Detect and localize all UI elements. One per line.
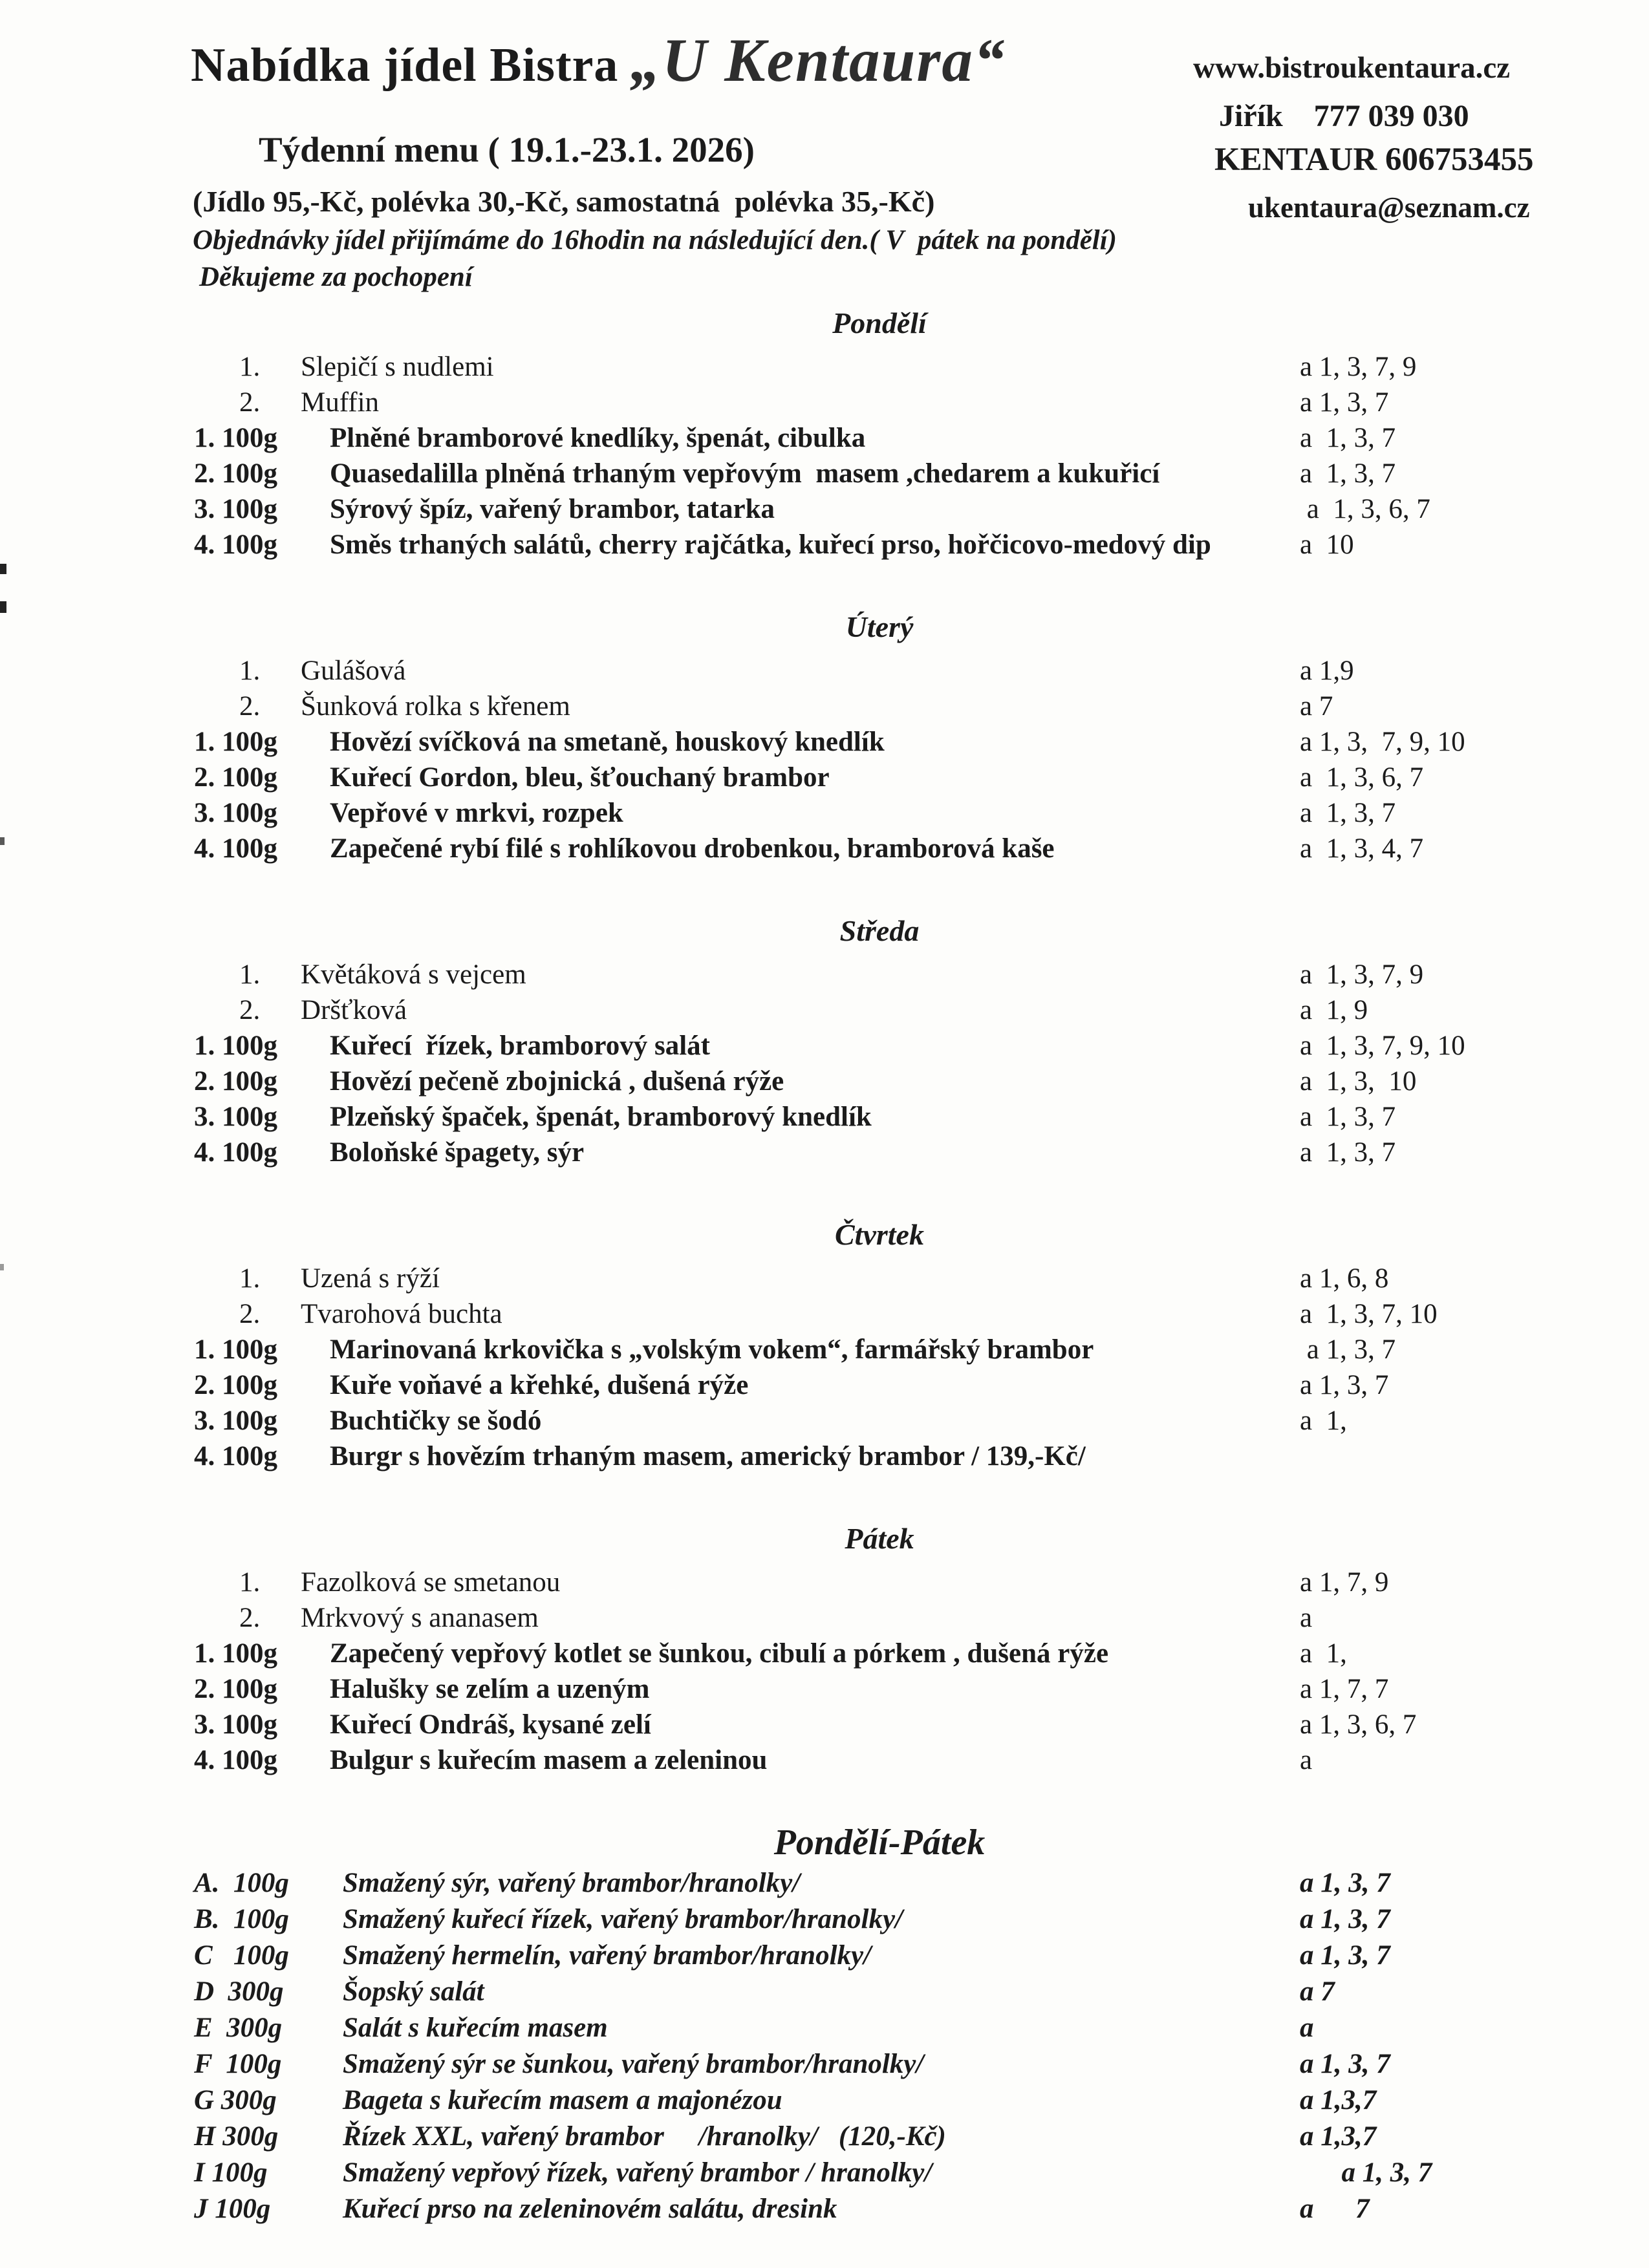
website-url: www.bistroukentaura.cz (1193, 51, 1511, 85)
allergen-code: a 1, 3, 7 (1300, 2157, 1432, 2188)
row-prefix: 4. 100g (194, 833, 277, 864)
menu-row (194, 1403, 1604, 1439)
row-prefix: B. 100g (194, 1904, 289, 1934)
menu-row (194, 1600, 1604, 1636)
row-prefix: 1. 100g (194, 727, 277, 757)
week-long-header: Pondělí-Pátek (773, 1823, 986, 1863)
dish-name: Mrkvový s ananasem (301, 1603, 539, 1633)
menu-row (194, 724, 1604, 760)
menu-row (194, 1261, 1604, 1296)
dish-name: Zapečený vepřový kotlet se šunkou, cibulí a pórkem , dušená rýže (330, 1638, 1109, 1669)
allergen-code: a 1, 3, 10 (1300, 1066, 1417, 1097)
row-prefix: 3. 100g (194, 494, 277, 524)
menu-row (194, 1064, 1604, 1099)
dish-name: Bulgur s kuřecím masem a zeleninou (330, 1745, 768, 1775)
menu-row (194, 1938, 1604, 1974)
dish-name: Smažený hermelín, vařený brambor/hranolky/ (343, 1940, 872, 1971)
contact-phone-kentaur: KENTAUR 606753455 (1214, 142, 1534, 178)
dish-name: Halušky se zelím a uzeným (330, 1674, 650, 1704)
dish-name: Tvarohová buchta (301, 1299, 502, 1329)
menu-row (194, 349, 1604, 385)
menu-row (194, 2046, 1604, 2082)
dish-name: Uzená s rýží (301, 1263, 440, 1294)
row-prefix: H 300g (194, 2121, 279, 2152)
dish-name: Dršťková (301, 995, 407, 1025)
allergen-code: a 1, 3, 7, 9, 10 (1300, 727, 1465, 757)
menu-row (194, 795, 1604, 831)
row-prefix: 1. (239, 959, 261, 990)
day-section-pondeli (0, 304, 1649, 562)
allergen-code: a 1, 3, 7 (1300, 1940, 1390, 1971)
allergen-code: a 1, 3, 7 (1300, 1904, 1390, 1934)
allergen-code: a 1, 9 (1300, 995, 1368, 1025)
dish-name: Kuřecí Gordon, bleu, šťouchaný brambor (330, 762, 830, 793)
row-prefix: 3. 100g (194, 1709, 277, 1740)
menu-row (194, 1028, 1604, 1064)
row-prefix: F 100g (194, 2049, 282, 2079)
menu-row (194, 957, 1604, 992)
dish-name: Muffin (301, 387, 380, 418)
row-prefix: 2. 100g (194, 762, 277, 793)
menu-row (194, 1901, 1604, 1938)
dish-name: Salát s kuřecím masem (343, 2013, 608, 2043)
allergen-code: a 1, 3, 7, 9 (1300, 352, 1417, 382)
allergen-code: a 1, 6, 8 (1300, 1263, 1389, 1294)
row-prefix: 3. 100g (194, 798, 277, 828)
row-prefix: 4. 100g (194, 1441, 277, 1471)
dish-name: Kuře voňavé a křehké, dušená rýže (330, 1370, 749, 1400)
row-prefix: 1. 100g (194, 1334, 277, 1365)
row-prefix: 1. 100g (194, 423, 277, 453)
dish-name: Směs trhaných salátů, cherry rajčátka, kuřecí prso, hořčicovo-medový dip (330, 530, 1211, 560)
menu-row (194, 1636, 1604, 1671)
menu-row (194, 1099, 1604, 1135)
row-prefix: 2. (239, 387, 261, 418)
row-prefix: 4. 100g (194, 1137, 277, 1168)
menu-row (194, 385, 1604, 420)
day-header-pondeli: Pondělí (832, 306, 927, 339)
allergen-code: a 1, 3, 6, 7 (1300, 494, 1430, 524)
row-prefix: 3. 100g (194, 1406, 277, 1436)
dish-name: Gulášová (301, 656, 406, 686)
row-prefix: J 100g (194, 2194, 271, 2224)
menu-row (194, 1565, 1604, 1600)
dish-name: Fazolková se smetanou (301, 1567, 561, 1598)
day-section-streda (0, 912, 1649, 1170)
allergen-code: a 1, 3, 7 (1300, 798, 1396, 828)
menu-row (194, 1707, 1604, 1742)
allergen-code: a 1, 3, 7 (1300, 458, 1396, 489)
menu-row (194, 1671, 1604, 1707)
allergen-code: a 7 (1300, 691, 1333, 722)
menu-row (194, 2191, 1604, 2227)
row-prefix: E 300g (194, 2013, 283, 2043)
allergen-code: a 1, 3, 7 (1300, 1102, 1396, 1132)
row-prefix: 2. 100g (194, 1370, 277, 1400)
menu-row (194, 1367, 1604, 1403)
row-prefix: 2. 100g (194, 1066, 277, 1097)
row-prefix: 2. (239, 691, 261, 722)
allergen-code: a 1, (1300, 1406, 1347, 1436)
bistro-name-quoted: „U Kentaura“ (630, 26, 1006, 94)
allergen-code: a 1, (1300, 1638, 1347, 1669)
row-prefix: I 100g (194, 2157, 268, 2188)
dish-name: Květáková s vejcem (301, 959, 526, 990)
day-section-ctvrtek (0, 1215, 1649, 1474)
dish-name: Hovězí svíčková na smetaně, houskový knedlík (330, 727, 885, 757)
allergen-code: a 1, 3, 7, 9, 10 (1300, 1031, 1465, 1061)
day-header-streda: Středa (839, 914, 920, 947)
row-prefix: 2. 100g (194, 458, 277, 489)
dish-name: Zapečené rybí filé s rohlíkovou drobenkou, bramborová kaše (330, 833, 1055, 864)
day-section-utery (0, 608, 1649, 866)
row-prefix: D 300g (194, 1976, 284, 2007)
row-prefix: 1. 100g (194, 1031, 277, 1061)
document-title (191, 25, 1006, 96)
row-prefix: 1. (239, 1567, 261, 1598)
allergen-code: a 1, 7, 9 (1300, 1567, 1389, 1598)
contact-phone-jirik: Jiřík 777 039 030 (1219, 99, 1469, 133)
allergen-code: a 1, 3, 6, 7 (1300, 762, 1424, 793)
row-prefix: A. 100g (194, 1868, 289, 1898)
menu-row (194, 527, 1604, 562)
dish-name: Marinovaná krkovička s „volským vokem“, farmářský brambor (330, 1334, 1094, 1365)
allergen-code: a (1300, 1603, 1313, 1633)
allergen-code: a 1, 3, 7 (1300, 387, 1389, 418)
dish-name: Sýrový špíz, vařený brambor, tatarka (330, 494, 775, 524)
menu-body (0, 304, 1649, 2227)
dish-name: Smažený kuřecí řízek, vařený brambor/hranolky/ (343, 1904, 903, 1934)
menu-row (194, 831, 1604, 866)
row-prefix: 2. (239, 1299, 261, 1329)
dish-name: Smažený vepřový řízek, vařený brambor / hranolky/ (343, 2157, 932, 2188)
day-section-patek (0, 1519, 1649, 1778)
allergen-code: a 1,3,7 (1300, 2121, 1377, 2152)
menu-row (194, 1974, 1604, 2010)
menu-row (194, 689, 1604, 724)
row-prefix: 3. 100g (194, 1102, 277, 1132)
dish-name: Kuřecí prso na zeleninovém salátu, dresink (343, 2194, 837, 2224)
dish-name: Kuřecí řízek, bramborový salát (330, 1031, 710, 1061)
menu-row (194, 2010, 1604, 2046)
weekly-menu-title: Týdenní menu ( 19.1.-23.1. 2026) (259, 130, 755, 169)
row-prefix: 2. 100g (194, 1674, 277, 1704)
allergen-code: a 1, 3, 7, 9 (1300, 959, 1424, 990)
bistro-title-text: Nabídka jídel Bistra (191, 39, 619, 92)
menu-row (194, 1296, 1604, 1332)
allergen-code: a 1, 3, 7 (1300, 423, 1396, 453)
menu-row (194, 653, 1604, 689)
row-prefix: 1. (239, 656, 261, 686)
row-prefix: 4. 100g (194, 1745, 277, 1775)
dish-name: Slepičí s nudlemi (301, 352, 494, 382)
row-prefix: 1. (239, 352, 261, 382)
allergen-code: a 1, 3, 7, 10 (1300, 1299, 1438, 1329)
allergen-code: a 7 (1300, 2194, 1370, 2224)
menu-row (194, 420, 1604, 456)
contact-email: ukentaura@seznam.cz (1248, 191, 1530, 224)
menu-row (194, 1332, 1604, 1367)
allergen-code: a 1,3,7 (1300, 2085, 1377, 2115)
day-header-patek: Pátek (845, 1522, 914, 1555)
allergen-code: a (1300, 1745, 1313, 1775)
day-header-ctvrtek: Čtvrtek (835, 1218, 924, 1251)
allergen-code: a 1, 3, 7 (1300, 1370, 1389, 1400)
dish-name: Hovězí pečeně zbojnická , dušená rýže (330, 1066, 784, 1097)
menu-row (194, 2082, 1604, 2119)
price-info-line: (Jídlo 95,-Kč, polévka 30,-Kč, samostatná polévka 35,-Kč) (193, 185, 935, 218)
menu-row (194, 1439, 1604, 1474)
allergen-code: a 1, 3, 7 (1300, 2049, 1390, 2079)
allergen-code: a 1,9 (1300, 656, 1354, 686)
allergen-code (1300, 1439, 1604, 1474)
dish-name: Burgr s hovězím trhaným masem, americký brambor / 139,-Kč/ (330, 1441, 1086, 1471)
row-prefix: 1. 100g (194, 1638, 277, 1669)
allergen-code: a 7 (1300, 1976, 1335, 2007)
menu-row (194, 1135, 1604, 1170)
menu-row (194, 760, 1604, 795)
row-prefix: 2. (239, 1603, 261, 1633)
dish-name: Kuřecí Ondráš, kysané zelí (330, 1709, 651, 1740)
row-prefix: 2. (239, 995, 261, 1025)
allergen-code: a 1, 3, 7 (1300, 1137, 1396, 1168)
day-header-utery: Úterý (845, 610, 914, 643)
row-prefix: G 300g (194, 2085, 277, 2115)
dish-name: Šopský salát (343, 1976, 484, 2007)
menu-row (194, 2155, 1604, 2191)
dish-name: Plněné bramborové knedlíky, špenát, cibulka (330, 423, 866, 453)
allergen-code: a 1, 3, 6, 7 (1300, 1709, 1417, 1740)
dish-name: Buchtičky se šodó (330, 1406, 542, 1436)
menu-row (194, 1742, 1604, 1778)
dish-name: Plzeňský špaček, špenát, bramborový knedlík (330, 1102, 872, 1132)
allergen-code: a 1, 3, 7 (1300, 1334, 1396, 1365)
dish-name: Smažený sýr se šunkou, vařený brambor/hranolky/ (343, 2049, 924, 2079)
menu-row (194, 491, 1604, 527)
dish-name: Boloňské špagety, sýr (330, 1137, 585, 1168)
row-prefix: 4. 100g (194, 530, 277, 560)
dish-name: Quasedalilla plněná trhaným vepřovým masem ,chedarem a kukuřicí (330, 458, 1160, 489)
allergen-code: a 1, 7, 7 (1300, 1674, 1389, 1704)
ordering-note: Objednávky jídel přijímáme do 16hodin na následující den.( V pátek na pondělí) (193, 225, 1117, 255)
dish-name: Řízek XXL, vařený brambor /hranolky/ (120,-Kč) (343, 2121, 946, 2152)
dish-name: Vepřové v mrkvi, rozpek (330, 798, 623, 828)
allergen-code: a 1, 3, 7 (1300, 1868, 1390, 1898)
dish-name: Bageta s kuřecím masem a majonézou (343, 2085, 782, 2115)
thanks-note: Děkujeme za pochopení (199, 262, 473, 292)
allergen-code: a 10 (1300, 530, 1354, 560)
row-prefix: C 100g (194, 1940, 289, 1971)
menu-row (194, 1865, 1604, 1901)
menu-row (194, 2119, 1604, 2155)
dish-name: Smažený sýr, vařený brambor/hranolky/ (343, 1868, 801, 1898)
row-prefix: 1. (239, 1263, 261, 1294)
dish-name: Šunková rolka s křenem (301, 691, 570, 722)
allergen-code: a 1, 3, 4, 7 (1300, 833, 1424, 864)
menu-row (194, 456, 1604, 491)
menu-row (194, 992, 1604, 1028)
allergen-code: a (1300, 2013, 1314, 2043)
week-long-section (0, 1823, 1649, 2227)
